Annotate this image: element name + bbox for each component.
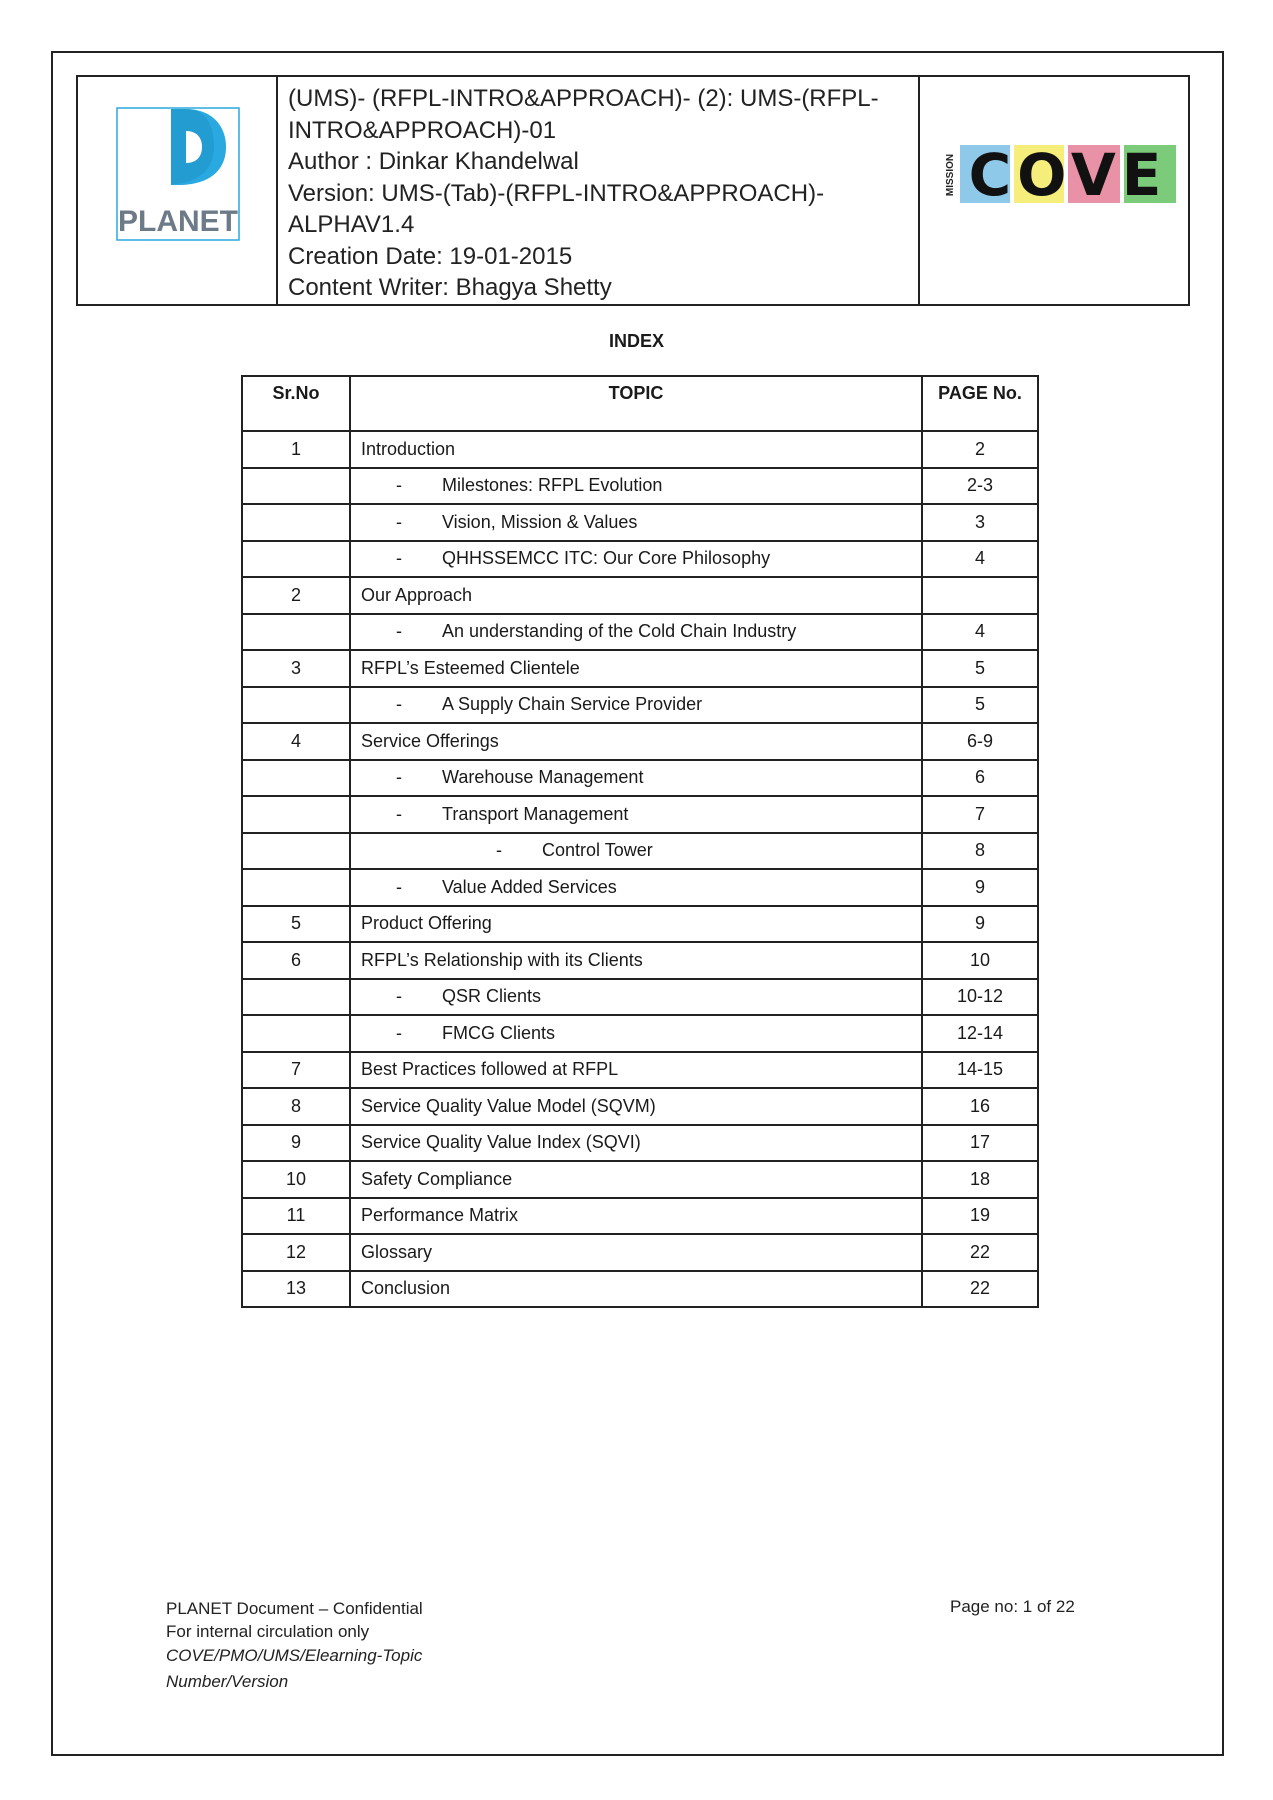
index-topic-label: An understanding of the Cold Chain Industry [442, 621, 797, 642]
planet-logo [116, 107, 240, 241]
index-sr-no: 9 [242, 1125, 350, 1162]
index-sr-no [242, 796, 350, 833]
index-topic [350, 577, 922, 614]
index-sr-no [242, 687, 350, 724]
footer-confidential: PLANET Document – Confidential [166, 1599, 423, 1618]
index-topic-label: Conclusion [361, 1278, 451, 1299]
index-page-no: 6 [922, 760, 1038, 797]
document-content-writer: Content Writer: Bhagya Shetty [288, 274, 612, 301]
index-row [242, 1015, 1038, 1052]
planet-logo-text: PLANET [118, 205, 238, 238]
index-page-no: 9 [922, 869, 1038, 906]
index-page-no: 6-9 [922, 723, 1038, 760]
index-row [242, 687, 1038, 724]
index-topic-bullet: - [396, 767, 402, 788]
index-page-no: 12-14 [922, 1015, 1038, 1052]
index-sr-no: 11 [242, 1198, 350, 1235]
index-page-no: 14-15 [922, 1052, 1038, 1089]
index-topic-label: Glossary [361, 1241, 433, 1262]
index-topic-label: QSR Clients [442, 986, 542, 1007]
index-topic [350, 431, 922, 468]
index-topic-bullet: - [396, 876, 402, 897]
index-topic [350, 1271, 922, 1308]
index-page-no: 22 [922, 1234, 1038, 1271]
index-sr-no: 2 [242, 577, 350, 614]
index-topic [350, 614, 922, 651]
column-header-sr-no: Sr.No [242, 376, 350, 431]
index-row [242, 431, 1038, 468]
index-topic [350, 760, 922, 797]
index-page-no: 4 [922, 541, 1038, 578]
document-title-line-1: (UMS)- (RFPL-INTRO&APPROACH)- (2): UMS-(RFPL- [288, 85, 879, 112]
index-row [242, 577, 1038, 614]
index-topic-bullet: - [396, 1022, 402, 1043]
index-topic-label: Product Offering [361, 913, 492, 934]
index-sr-no: 7 [242, 1052, 350, 1089]
index-topic-label: Service Quality Value Model (SQVM) [361, 1095, 656, 1116]
index-topic [350, 869, 922, 906]
index-row [242, 1125, 1038, 1162]
index-page-no: 22 [922, 1271, 1038, 1308]
column-header-topic: TOPIC [350, 376, 922, 431]
index-page-no: 10-12 [922, 979, 1038, 1016]
cove-logo [944, 143, 1188, 207]
index-topic-label: RFPL’s Esteemed Clientele [361, 657, 580, 678]
index-page-no: 16 [922, 1088, 1038, 1125]
index-topic [350, 906, 922, 943]
index-topic [350, 723, 922, 760]
index-topic-label: Our Approach [361, 584, 473, 605]
index-sr-no: 5 [242, 906, 350, 943]
index-sr-no [242, 760, 350, 797]
index-topic-bullet: - [396, 511, 402, 532]
index-topic [350, 468, 922, 505]
index-topic-bullet: - [396, 694, 402, 715]
index-topic-label: Best Practices followed at RFPL [361, 1059, 619, 1080]
index-topic-label: Control Tower [542, 840, 653, 861]
footer-doc-code-line-1: COVE/PMO/UMS/Elearning-Topic [166, 1646, 423, 1665]
index-sr-no [242, 468, 350, 505]
index-row [242, 796, 1038, 833]
index-row [242, 723, 1038, 760]
index-sr-no [242, 869, 350, 906]
index-row [242, 1161, 1038, 1198]
index-row [242, 1234, 1038, 1271]
footer-doc-code-line-2: Number/Version [166, 1672, 289, 1691]
index-topic [350, 650, 922, 687]
index-page-no: 19 [922, 1198, 1038, 1235]
index-row [242, 614, 1038, 651]
index-topic [350, 796, 922, 833]
index-topic-label: Warehouse Management [442, 767, 644, 788]
index-topic [350, 504, 922, 541]
index-sr-no: 4 [242, 723, 350, 760]
index-row [242, 760, 1038, 797]
index-row [242, 1198, 1038, 1235]
index-row [242, 504, 1038, 541]
footer-page-number: Page no: 1 of 22 [950, 1597, 1075, 1616]
index-topic-label: Vision, Mission & Values [442, 511, 638, 532]
cove-logo-prefix: MISSION [945, 153, 956, 197]
cove-logo-cell [919, 76, 1189, 305]
document-author: Author : Dinkar Khandelwal [288, 148, 579, 175]
index-topic-bullet: - [396, 803, 402, 824]
index-row [242, 1052, 1038, 1089]
index-row [242, 869, 1038, 906]
document-title-line-2: INTRO&APPROACH)-01 [288, 116, 557, 144]
footer-left [166, 1597, 423, 1695]
index-table [241, 375, 1039, 1308]
index-topic [350, 541, 922, 578]
index-topic-bullet: - [396, 475, 402, 496]
index-topic-bullet: - [396, 548, 402, 569]
index-row [242, 541, 1038, 578]
index-topic-label: Service Quality Value Index (SQVI) [361, 1132, 641, 1153]
index-topic-label: Transport Management [442, 803, 629, 824]
index-sr-no [242, 833, 350, 870]
index-row [242, 979, 1038, 1016]
index-page-no: 5 [922, 650, 1038, 687]
index-topic-label: Safety Compliance [361, 1168, 513, 1189]
column-header-page-no: PAGE No. [922, 376, 1038, 431]
index-page-no: 10 [922, 942, 1038, 979]
index-topic [350, 1125, 922, 1162]
index-topic [350, 1015, 922, 1052]
index-page-no: 3 [922, 504, 1038, 541]
index-topic-label: A Supply Chain Service Provider [442, 694, 703, 715]
index-topic [350, 979, 922, 1016]
index-page-no: 4 [922, 614, 1038, 651]
index-topic [350, 833, 922, 870]
document-creation-date: Creation Date: 19-01-2015 [288, 242, 573, 270]
index-title: INDEX [608, 331, 664, 351]
index-page-no: 17 [922, 1125, 1038, 1162]
document-version-line-1: Version: UMS-(Tab)-(RFPL-INTRO&APPROACH)- [288, 179, 825, 207]
index-sr-no [242, 541, 350, 578]
index-topic-label: RFPL’s Relationship with its Clients [361, 949, 643, 970]
index-page-no: 2 [922, 431, 1038, 468]
index-page-no: 5 [922, 687, 1038, 724]
index-topic [350, 1161, 922, 1198]
index-topic-label: Performance Matrix [361, 1205, 519, 1226]
document-header [76, 75, 1190, 306]
index-topic-label: QHHSSEMCC ITC: Our Core Philosophy [442, 548, 771, 569]
index-topic [350, 1088, 922, 1125]
index-header-row [242, 376, 1038, 431]
document-version-line-2: ALPHAV1.4 [288, 211, 415, 238]
index-row [242, 942, 1038, 979]
footer-circulation: For internal circulation only [166, 1622, 370, 1641]
index-page-no: 9 [922, 906, 1038, 943]
document-meta-cell [277, 76, 919, 305]
index-topic-bullet: - [396, 621, 402, 642]
index-topic-label: Milestones: RFPL Evolution [442, 475, 663, 496]
index-page-no: 2-3 [922, 468, 1038, 505]
index-topic-bullet: - [396, 986, 402, 1007]
index-sr-no [242, 1015, 350, 1052]
index-sr-no: 13 [242, 1271, 350, 1308]
index-sr-no: 3 [242, 650, 350, 687]
index-topic [350, 1198, 922, 1235]
index-row [242, 833, 1038, 870]
index-sr-no: 1 [242, 431, 350, 468]
index-topic-label: Service Offerings [361, 730, 499, 751]
index-row [242, 468, 1038, 505]
index-row [242, 1088, 1038, 1125]
index-sr-no: 12 [242, 1234, 350, 1271]
cove-logo-text: COVE [968, 143, 1168, 207]
index-sr-no: 8 [242, 1088, 350, 1125]
index-row [242, 650, 1038, 687]
planet-logo-cell [77, 76, 277, 305]
index-sr-no [242, 504, 350, 541]
index-sr-no: 10 [242, 1161, 350, 1198]
index-sr-no [242, 979, 350, 1016]
index-topic [350, 942, 922, 979]
index-page-no: 8 [922, 833, 1038, 870]
index-page-no: 7 [922, 796, 1038, 833]
index-topic [350, 1052, 922, 1089]
index-page-no [922, 577, 1038, 614]
index-topic [350, 687, 922, 724]
index-topic-label: FMCG Clients [442, 1022, 556, 1043]
index-row [242, 906, 1038, 943]
index-topic-label: Value Added Services [442, 876, 617, 897]
index-row [242, 1271, 1038, 1308]
index-topic-bullet: - [496, 840, 502, 861]
index-topic [350, 1234, 922, 1271]
index-sr-no [242, 614, 350, 651]
index-page-no: 18 [922, 1161, 1038, 1198]
index-topic-label: Introduction [361, 438, 456, 459]
index-sr-no: 6 [242, 942, 350, 979]
